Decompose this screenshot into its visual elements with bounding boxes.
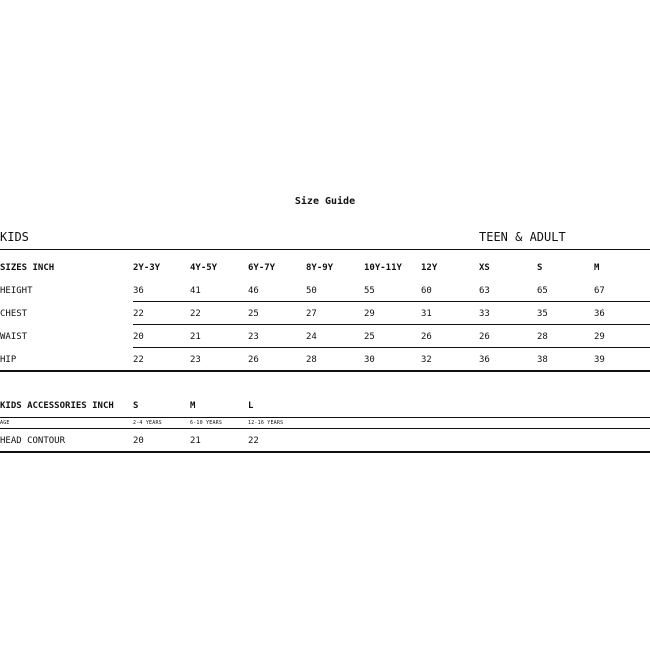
table-row-label: WAIST <box>0 332 28 342</box>
table-cell: 35 <box>537 309 548 319</box>
table-cell: 30 <box>364 355 375 365</box>
sizes-column-header: 8Y-9Y <box>306 263 334 273</box>
section-heading-teen-adult: TEEN & ADULT <box>479 230 566 244</box>
table-cell: 24 <box>306 332 317 342</box>
table-cell: 36 <box>594 309 605 319</box>
accessories-age-rule <box>0 428 650 429</box>
table-cell: 38 <box>537 355 548 365</box>
table-cell: 60 <box>421 286 432 296</box>
sizes-column-header: S <box>537 263 543 273</box>
table-cell: 29 <box>594 332 605 342</box>
sizes-header-label: SIZES INCH <box>0 263 55 273</box>
sizes-column-header: 12Y <box>421 263 438 273</box>
table-cell: 26 <box>248 355 259 365</box>
table-cell: 22 <box>133 309 144 319</box>
age-cell: 12-16 YEARS <box>248 420 284 426</box>
table-cell: 26 <box>421 332 432 342</box>
table-cell: 22 <box>133 355 144 365</box>
table-cell: 20 <box>133 436 144 446</box>
sizes-table-bottom-rule <box>0 370 650 372</box>
table-row-label: HIP <box>0 355 17 365</box>
table-cell: 55 <box>364 286 375 296</box>
table-cell: 25 <box>248 309 259 319</box>
table-cell: 46 <box>248 286 259 296</box>
table-cell: 63 <box>479 286 490 296</box>
row-divider <box>133 324 650 325</box>
accessories-column-header: M <box>190 401 196 411</box>
section-heading-kids: KIDS <box>0 230 29 244</box>
page-title: Size Guide <box>294 196 356 207</box>
age-cell: 6-10 YEARS <box>190 420 223 426</box>
table-cell: 22 <box>190 309 201 319</box>
table-cell: 36 <box>133 286 144 296</box>
table-cell: 26 <box>479 332 490 342</box>
sizes-column-header: 2Y-3Y <box>133 263 161 273</box>
table-cell: 25 <box>364 332 375 342</box>
accessories-header-rule <box>0 417 650 418</box>
table-cell: 39 <box>594 355 605 365</box>
table-cell: 27 <box>306 309 317 319</box>
table-cell: 41 <box>190 286 201 296</box>
age-cell: 2-4 YEARS <box>133 420 162 426</box>
sizes-column-header: 6Y-7Y <box>248 263 276 273</box>
accessories-bottom-rule <box>0 451 650 453</box>
table-cell: 23 <box>248 332 259 342</box>
sizes-column-header: 10Y-11Y <box>364 263 402 273</box>
sizes-column-header: M <box>594 263 600 273</box>
table-cell: 31 <box>421 309 432 319</box>
row-divider <box>133 347 650 348</box>
table-cell: 67 <box>594 286 605 296</box>
sizes-column-header: XS <box>479 263 490 273</box>
table-cell: 33 <box>479 309 490 319</box>
table-cell: 23 <box>190 355 201 365</box>
table-row-label: HEAD CONTOUR <box>0 436 66 446</box>
table-cell: 20 <box>133 332 144 342</box>
sizes-column-header: 4Y-5Y <box>190 263 218 273</box>
table-row-label: CHEST <box>0 309 28 319</box>
age-row-label: AGE <box>0 420 10 426</box>
table-cell: 22 <box>248 436 259 446</box>
sizes-table-top-rule <box>0 249 650 250</box>
table-row-label: HEIGHT <box>0 286 33 296</box>
table-cell: 32 <box>421 355 432 365</box>
accessories-header-label: KIDS ACCESSORIES INCH <box>0 401 114 411</box>
row-divider <box>133 301 650 302</box>
table-cell: 65 <box>537 286 548 296</box>
table-cell: 29 <box>364 309 375 319</box>
table-cell: 28 <box>537 332 548 342</box>
accessories-column-header: S <box>133 401 139 411</box>
table-cell: 28 <box>306 355 317 365</box>
table-cell: 21 <box>190 332 201 342</box>
table-cell: 50 <box>306 286 317 296</box>
accessories-column-header: L <box>248 401 254 411</box>
table-cell: 36 <box>479 355 490 365</box>
table-cell: 21 <box>190 436 201 446</box>
